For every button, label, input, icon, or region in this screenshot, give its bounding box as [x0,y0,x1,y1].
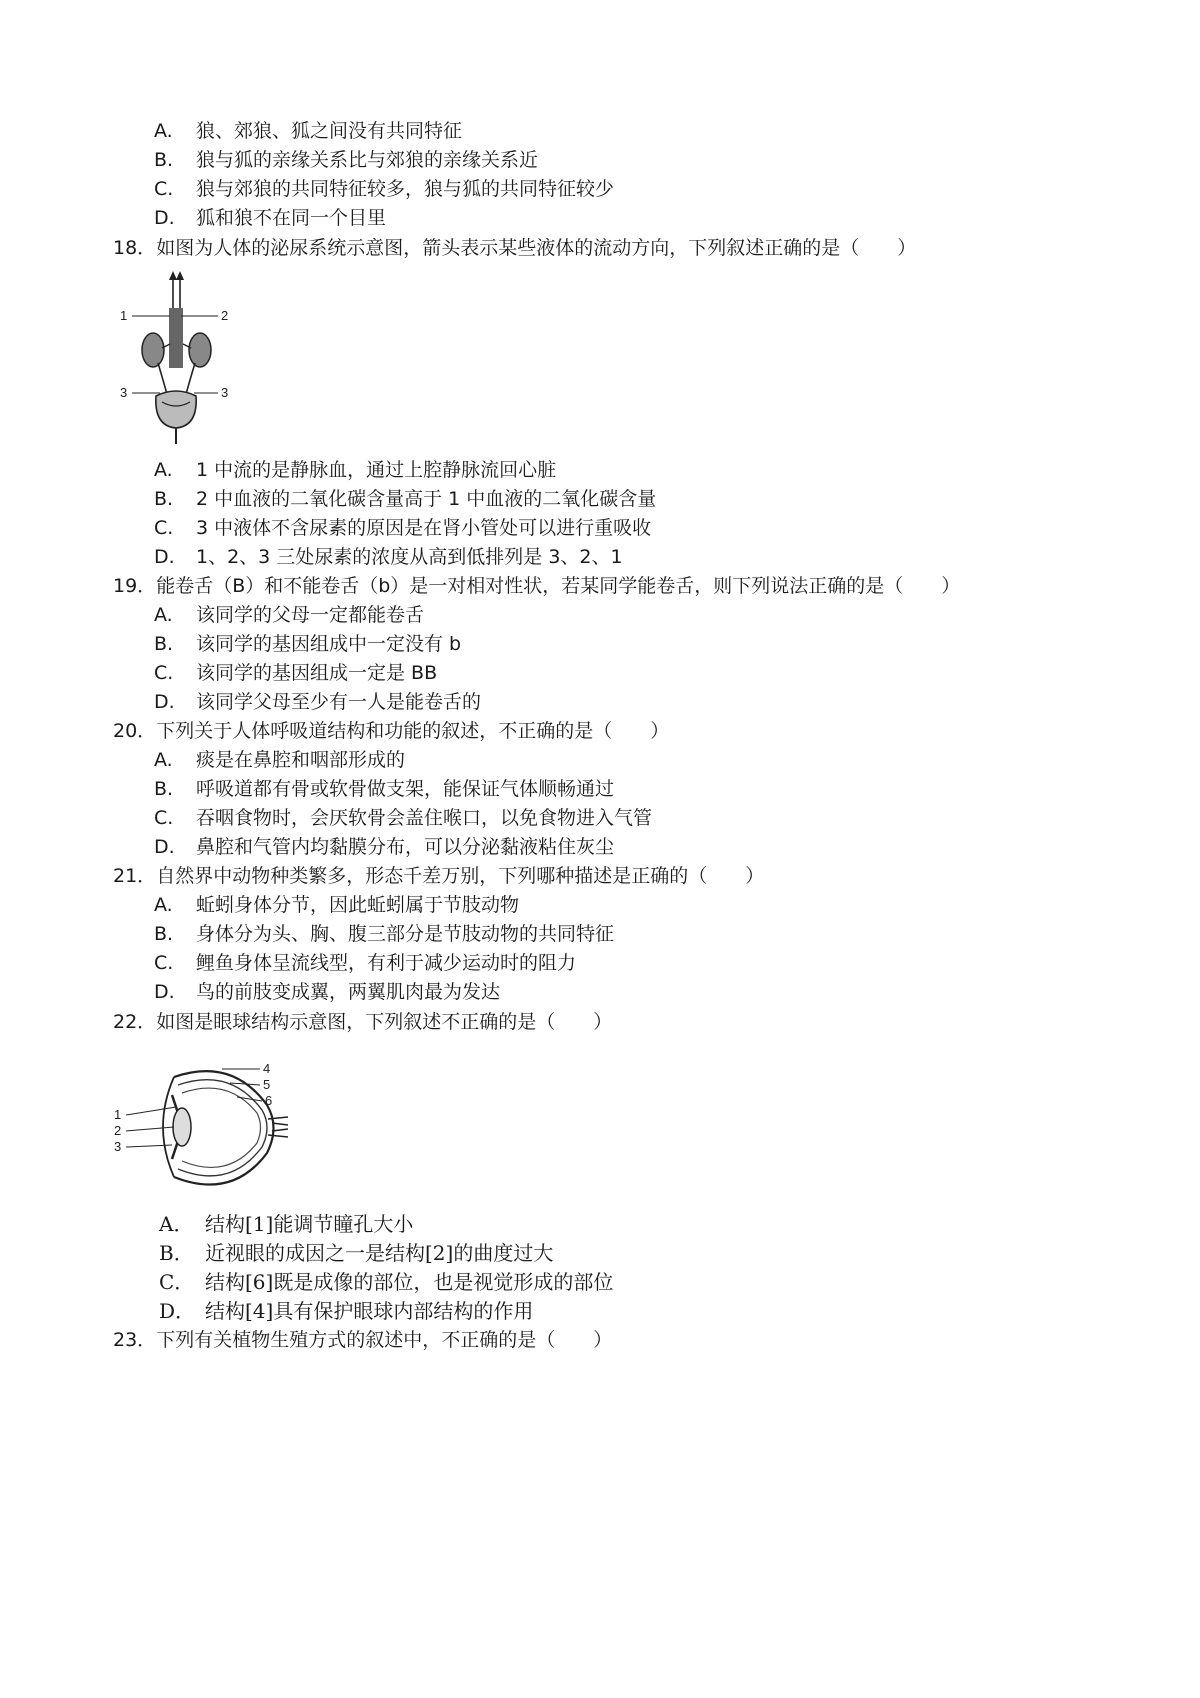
q20-option-d [154,835,614,859]
figure-label-1: 1 [120,308,128,323]
option-text: 1、2、3 三处尿素的浓度从高到低排列是 3、2、1 [196,546,623,568]
option-letter: D. [154,207,175,229]
option-letter: C. [154,517,174,539]
figure-label-5: 5 [263,1077,271,1092]
option-text: 痰是在鼻腔和咽部形成的 [196,749,406,771]
option-text: 鲤鱼身体呈流线型，有利于减少运动时的阻力 [196,952,577,974]
optic-nerve [268,1117,288,1137]
option-text: 狼与狐的亲缘关系比与郊狼的亲缘关系近 [196,149,539,171]
option-text: 狐和狼不在同一个目里 [196,207,387,229]
q22-stem [113,1010,612,1034]
q20-option-c [154,806,652,830]
option-text: 吞咽食物时，会厌软骨会盖住喉口，以免食物进入气管 [196,807,653,829]
option-letter: D. [154,981,175,1003]
option-letter: C. [154,807,174,829]
blood-vessels [169,308,183,368]
option-letter: C. [154,952,174,974]
option-text: 鸟的前肢变成翼，两翼肌肉最为发达 [196,981,501,1003]
option-text: 狼与郊狼的共同特征较多，狼与狐的共同特征较少 [196,178,615,200]
option-letter: D. [154,691,175,713]
question-text: 能卷舌（B）和不能卷舌（b）是一对相对性状，若某同学能卷舌，则下列说法正确的是（ ） [156,575,961,597]
question-number: 23． [113,1329,157,1351]
q20-stem [113,719,669,743]
option-letter: D． [159,1299,196,1323]
question-number: 18． [113,237,157,259]
q21-stem [113,864,764,888]
option-letter: B. [154,149,174,171]
option-letter: B． [159,1241,194,1265]
q23-stem [113,1328,612,1352]
option-text: 该同学的父母一定都能卷舌 [196,604,425,626]
q22-option-d [159,1299,533,1323]
q18-option-a [154,458,556,482]
q19-option-b [154,632,461,656]
question-text: 自然界中动物种类繁多，形态千差万别，下列哪种描述是正确的（ ） [156,865,765,887]
question-text: 如图为人体的泌尿系统示意图，箭头表示某些液体的流动方向，下列叙述正确的是（ ） [156,237,917,259]
option-letter: D. [154,546,175,568]
q21-option-b [154,922,614,946]
q22-option-c [159,1270,613,1294]
option-letter: C. [154,178,174,200]
figure-label-3-right: 3 [221,385,229,400]
option-letter: B. [154,633,174,655]
q17-option-a [154,119,462,143]
question-text: 下列关于人体呼吸道结构和功能的叙述，不正确的是（ ） [156,720,670,742]
q17-option-b [154,148,538,172]
q21-option-c [154,951,576,975]
option-letter: A. [154,749,173,771]
figure-label-2: 2 [114,1123,122,1138]
option-text: 身体分为头、胸、腹三部分是节肢动物的共同特征 [196,923,615,945]
question-text: 下列有关植物生殖方式的叙述中，不正确的是（ ） [156,1329,613,1351]
lens [173,1108,191,1146]
q18-option-b [154,487,656,511]
option-letter: A. [154,894,173,916]
q18-option-c [154,516,651,540]
option-text: 该同学的基因组成一定是 BB [196,662,438,684]
option-text: 该同学父母至少有一人是能卷舌的 [196,691,482,713]
q19-option-a [154,603,424,627]
figure-label-2: 2 [221,308,229,323]
option-letter: D. [154,836,175,858]
q21-option-d [154,980,500,1004]
option-letter: A. [154,604,173,626]
option-text: 1 中流的是静脉血，通过上腔静脉流回心脏 [196,459,557,481]
urinary-system-figure [118,268,248,448]
option-text: 该同学的基因组成中一定没有 b [196,633,462,655]
q19-stem [113,574,960,598]
figure-label-1: 1 [114,1107,122,1122]
option-text: 2 中血液的二氧化碳含量高于 1 中血液的二氧化碳含量 [196,488,657,510]
option-text: 狼、郊狼、狐之间没有共同特征 [196,120,463,142]
figure-label-3: 3 [114,1139,122,1154]
q22-option-b [159,1241,553,1265]
q21-option-a [154,893,519,917]
option-letter: B. [154,488,174,510]
option-text: 3 中液体不含尿素的原因是在肾小管处可以进行重吸收 [196,517,652,539]
option-letter: A． [159,1212,194,1236]
question-number: 20． [113,720,157,742]
q18-option-d [154,545,623,569]
question-text: 如图是眼球结构示意图，下列叙述不正确的是（ ） [156,1011,613,1033]
q18-stem [113,236,916,260]
option-letter: C． [159,1270,195,1294]
question-number: 22． [113,1011,157,1033]
option-text: 结构[6]既是成像的部位，也是视觉形成的部位 [205,1270,614,1294]
option-letter: B. [154,778,174,800]
q20-option-b [154,777,614,801]
q20-option-a [154,748,405,772]
option-text: 近视眼的成因之一是结构[2]的曲度过大 [205,1241,554,1265]
option-text: 鼻腔和气管内均黏膜分布，可以分泌黏液粘住灰尘 [196,836,615,858]
left-kidney [142,333,164,367]
option-text: 蚯蚓身体分节，因此蚯蚓属于节肢动物 [196,894,520,916]
option-letter: A. [154,459,173,481]
right-kidney [189,333,211,367]
eyeball-figure [112,1055,302,1200]
q17-option-d [154,206,386,230]
option-letter: C. [154,662,174,684]
figure-label-4: 4 [263,1061,271,1076]
option-text: 呼吸道都有骨或软骨做支架，能保证气体顺畅通过 [196,778,615,800]
option-letter: B. [154,923,174,945]
q19-option-d [154,690,481,714]
q22-option-a [159,1212,413,1236]
retina [182,1088,261,1167]
figure-label-3-left: 3 [120,385,128,400]
q19-option-c [154,661,437,685]
figure-label-6: 6 [265,1093,273,1108]
option-text: 结构[4]具有保护眼球内部结构的作用 [205,1299,534,1323]
q17-option-c [154,177,614,201]
option-letter: A. [154,120,173,142]
question-number: 19． [113,575,157,597]
bladder [156,391,196,428]
question-number: 21． [113,865,157,887]
option-text: 结构[1]能调节瞳孔大小 [205,1212,414,1236]
